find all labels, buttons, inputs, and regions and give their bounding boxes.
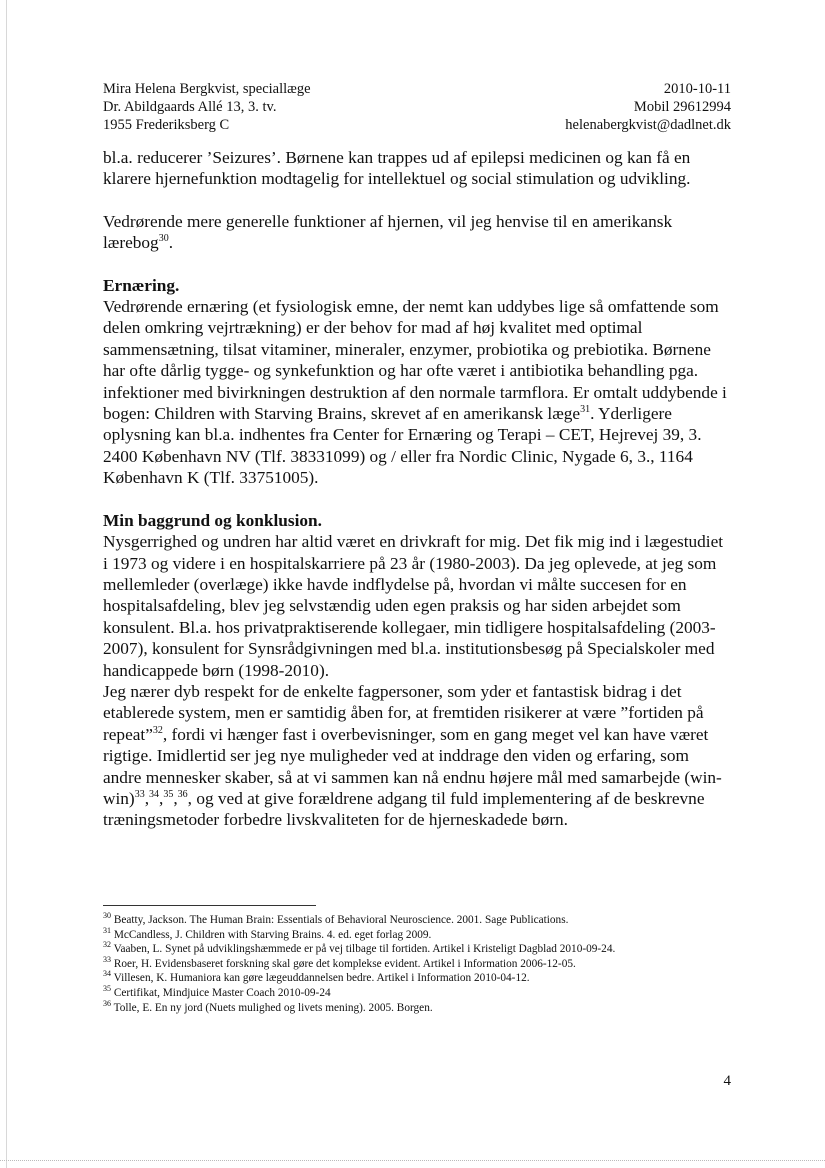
page-number: 4 — [723, 1073, 731, 1089]
paragraph-conclusion: Jeg nærer dyb respekt for de enkelte fagpersoner, som yder et fantastisk bidrag i det etablerede system, men er samtidig åben for, at fremtiden risikerer at være ”fortiden på repeat”$^{32}$, fordi vi hænger fast i overbevisninger, som en gang meget vel kan have været rigtige. Imidlertid ser jeg nye muligheder ved at inddrage den viden og erfaring, som andre mennesker skaber, så at vi sammen kan nå endnu højere mål med samarbejde $(win-win)^{33},^{34},^{35},^{36}$, og ved at give forældrene adgang til fuld implementering af de beskrevne træningsmetoder forbedre livskvaliteten for de hjerneskadede børn. — [103, 681, 722, 830]
footnote: $^{36}$ Tolle, E. En ny jord (Nuets mulighed og livets mening). 2005. Borgen. — [103, 998, 433, 1014]
footnote: $^{35}$ Certifikat, Mindjuice Master Coach 2010-09-24 — [103, 984, 331, 999]
letter-date: 2010-10-11 — [663, 81, 731, 97]
heading-nutrition: Ernæring. — [103, 275, 180, 295]
author-city: 1955 Frederiksberg C — [103, 117, 230, 133]
letterhead-contact — [565, 80, 731, 134]
phone-number: Mobil 29612994 — [633, 99, 731, 115]
footnote-ref-33: 33 — [134, 789, 145, 801]
email-address: helenabergkvist@dadlnet.dk — [565, 117, 731, 133]
footnote: $^{32}$ Vaaben, L. Synet på udviklingshæmmede er på vej tilbage til fortiden. Artikel i Kristeligt Dagblad 2010-09-24. — [103, 940, 616, 956]
footnote-separator — [103, 905, 316, 906]
footnotes — [103, 913, 753, 1015]
letterhead-address — [103, 80, 311, 134]
scan-edge-left — [6, 0, 7, 1168]
footnote-ref-34: 34 — [149, 789, 160, 801]
paragraph-seizures: bl.a. reducerer ’Seizures’. Børnene kan trappes ud af epilepsi medicinen og kan få en klarere hjernefunktion modtagelig for intellektuel og social stimulation og udvikling. — [103, 148, 691, 189]
paragraph-brain-functions: Vedrørende mere generelle funktioner af hjernen, vil jeg henvise til en amerikansk lærebog$^{30}$. — [103, 211, 673, 253]
author-street: Dr. Abildgaards Allé 13, 3. tv. — [103, 99, 277, 115]
paragraph-nutrition: Vedrørende ernæring (et fysiologisk emne, der nemt kan uddybes lige så omfattende som delen omkring vejrtrækning) er der behov for mad af høj kvalitet med optimal sammensætning, tilsat vitaminer, mineraler, enzymer, probiotika og prebiotika. Børnene har ofte dårlig tygge- og synkefunktion og har ofte været i antibiotika behandling pga. infektioner med bivirkningen destruktion af den normale tarmflora. Er omtalt uddybende i bogen: Children with Starving Brains, skrevet af en amerikansk læge$^{31}$. Yderligere oplysning kan bl.a. indhentes fra Center for Ernæring og Terapi – CET, Hejrevej 39, 3. 2400 København NV (Tlf. 38331099) og / eller fra Nordic Clinic, Nygade 6, 3., 1164 København K (Tlf. 33751005). — [103, 297, 727, 488]
footnote: $^{30}$ Beatty, Jackson. The Human Brain: Essentials of Behavioral Neuroscience. 2001. Sage Publications. — [103, 911, 569, 926]
footnote-ref-36: 36 — [177, 789, 188, 801]
author-name: Mira Helena Bergkvist, speciallæge — [103, 81, 311, 97]
footnote: $^{33}$ Roer, H. Evidensbaseret forskning skal gøre det komplekse evident. Artikel i Information 2006-12-05. — [103, 955, 576, 970]
footnote-ref-32: 32 — [152, 724, 163, 736]
footnote-ref-31: 31 — [580, 404, 591, 416]
footnote-ref-35: 35 — [163, 789, 174, 801]
scan-edge-bottom — [0, 1160, 825, 1162]
footnote: $^{31}$ McCandless, J. Children with Starving Brains. 4. ed. eget forlag 2009. — [103, 925, 432, 941]
footnote: $^{34}$ Villesen, K. Humaniora kan gøre lægeuddannelsen bedre. Artikel i Information 2010-04-12. — [103, 969, 530, 985]
footnote-ref-30: 30 — [158, 233, 169, 245]
document-body — [103, 147, 731, 831]
heading-background: Min baggrund og konklusion. — [103, 510, 322, 530]
paragraph-background: Nysgerrighed og undren har altid været en drivkraft for mig. Det fik mig ind i lægestudiet i 1973 og videre i en hospitalskarriere på 23 år (1980-2003). Da jeg oplevede, at jeg som mellemleder (overlæge) ikke havde indflydelse på, hvordan vi målte succesen for en hospitalsafdeling, blev jeg selvstændig uden egen praksis og har siden arbejdet som konsulent. Bl.a. hos privatpraktiserende kollegaer, min tidligere hospitalsafdeling (2003-2007), konsulent for Synsrådgivningen med bl.a. institutionsbesøg på Specialskoler med handicappede børn (1998-2010). — [103, 532, 724, 680]
